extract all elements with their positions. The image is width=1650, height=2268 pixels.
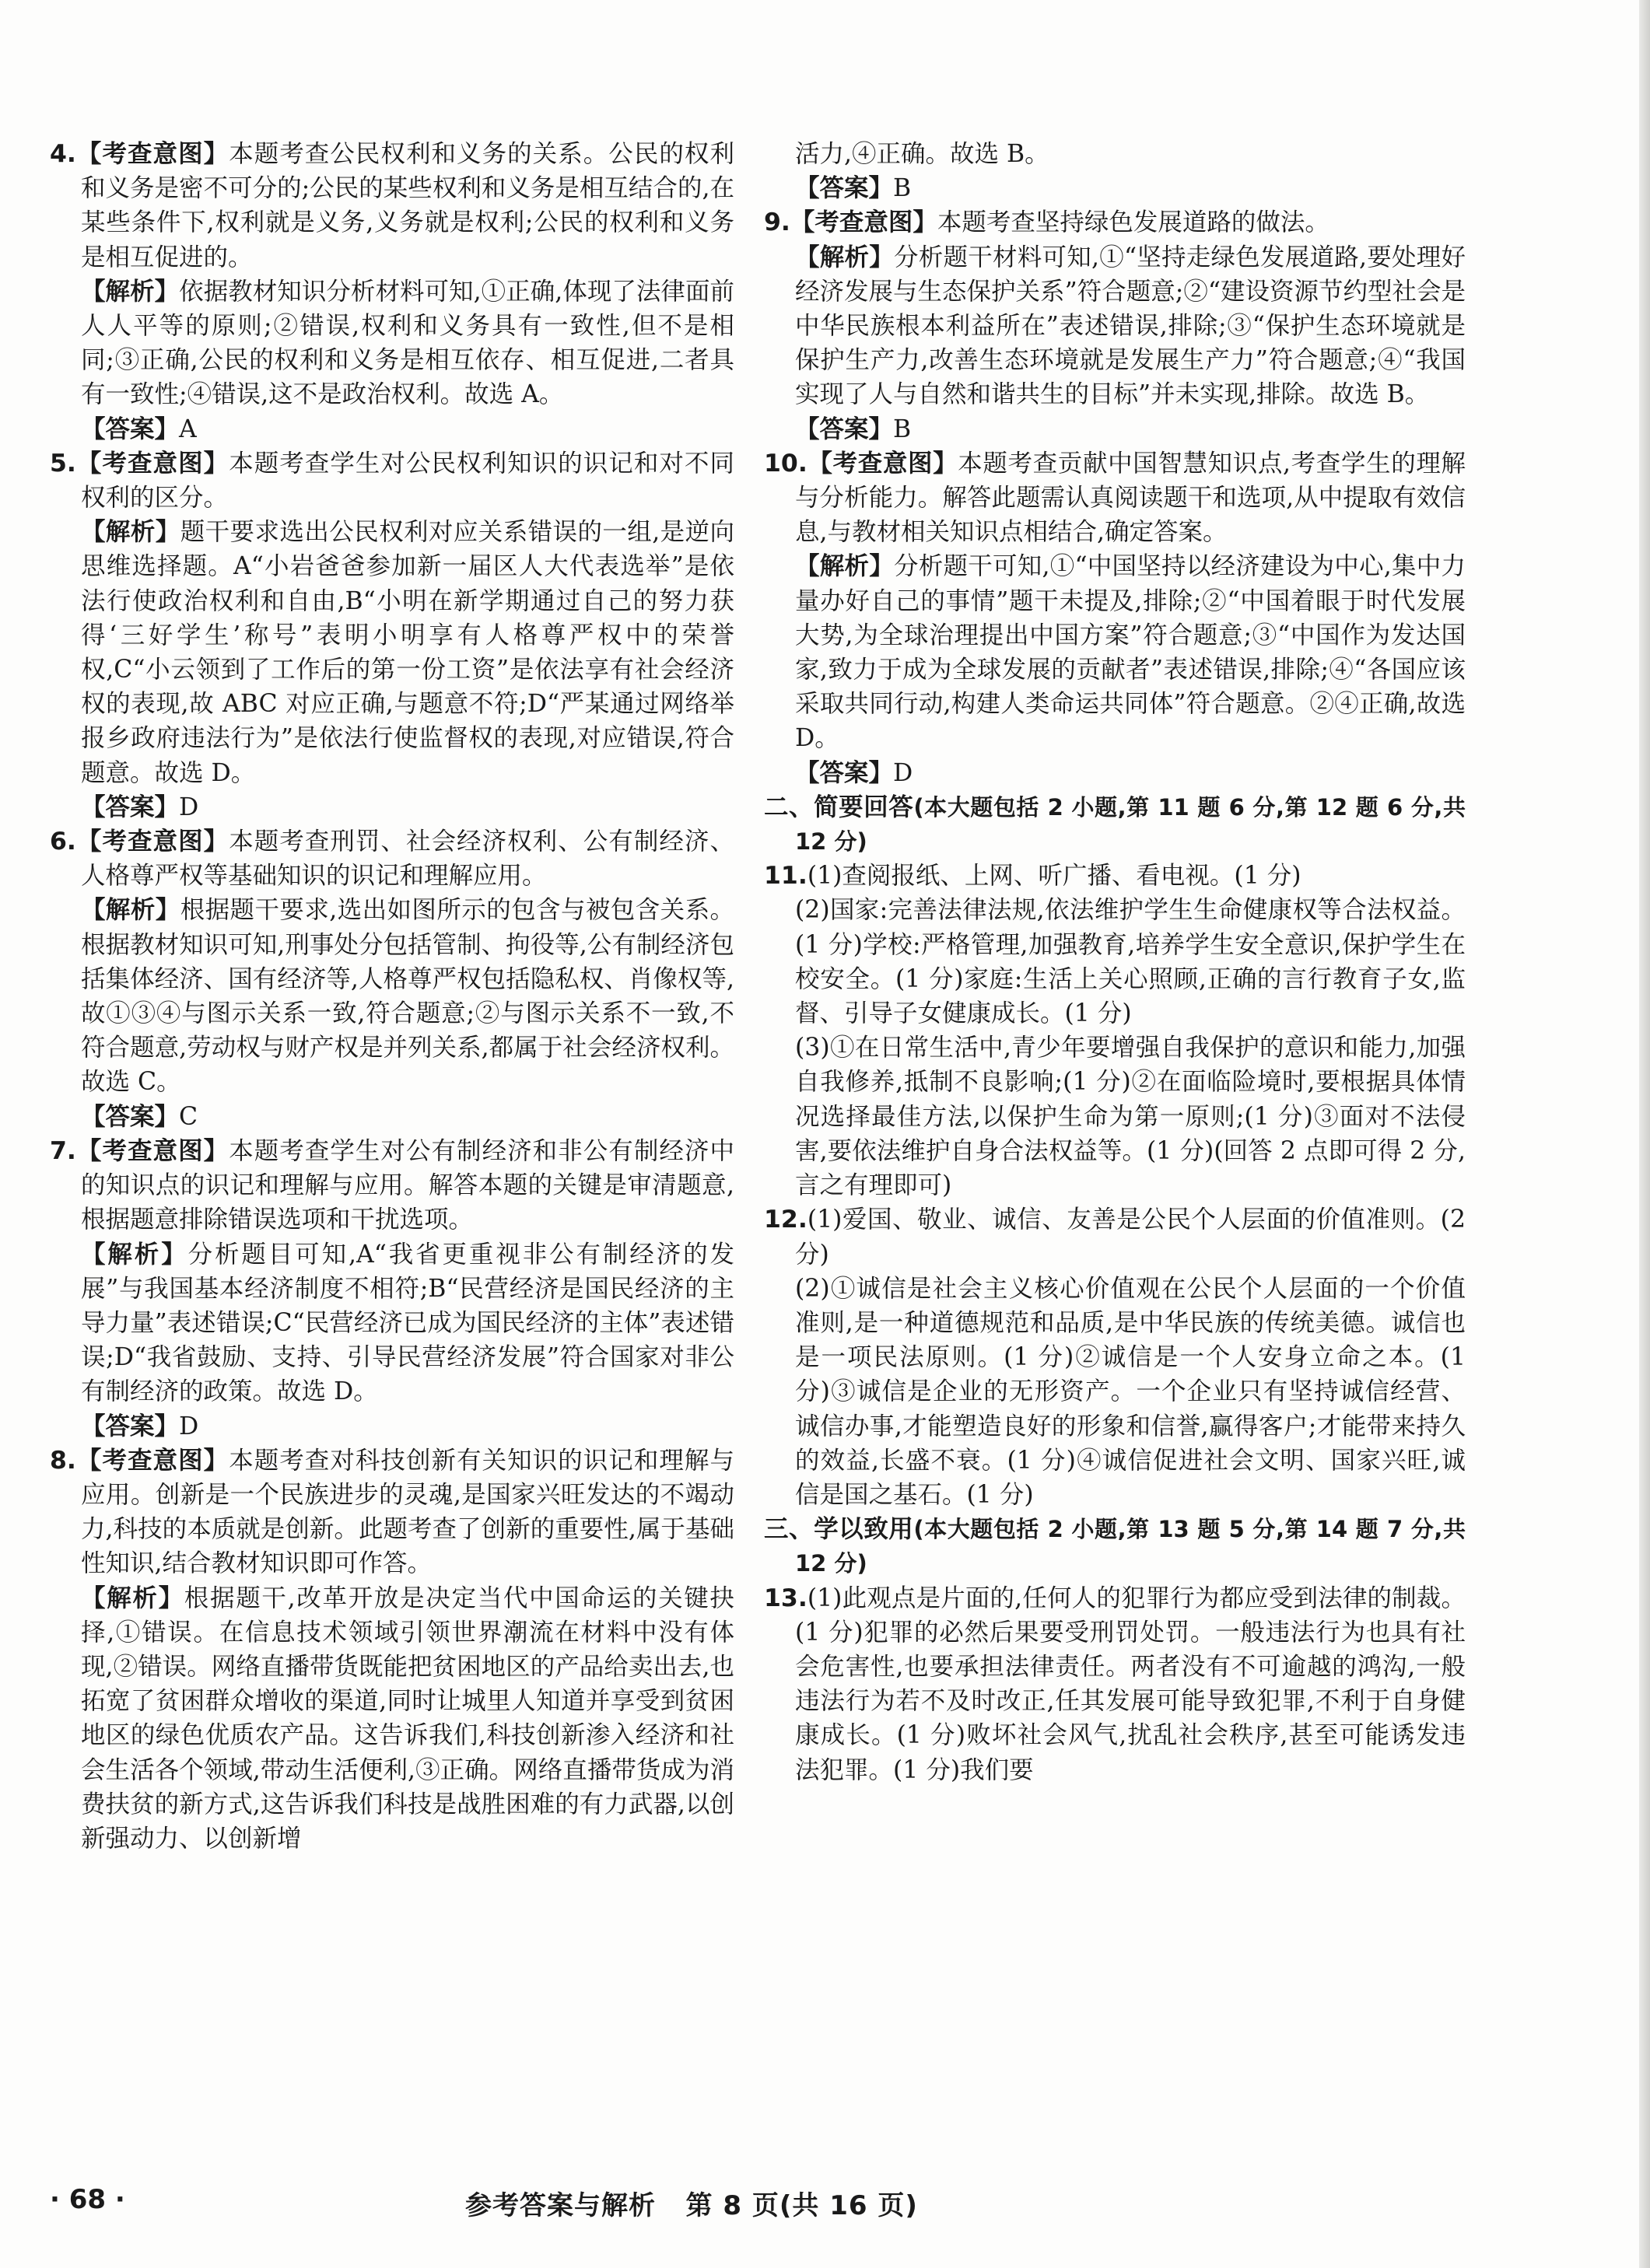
answer-paragraph [50, 1581, 734, 1857]
section-heading [764, 790, 1466, 859]
paragraph-text: 本题考查坚持绿色发展道路的做法。 [937, 208, 1329, 237]
section-tag: 【答案】 [795, 415, 894, 443]
question-number: 6. [50, 828, 76, 856]
paragraph-text: (1)爱国、敬业、诚信、友善是公民个人层面的价值准则。(2 分) [795, 1206, 1466, 1269]
section-tag: 【解析】 [795, 552, 894, 581]
answer-paragraph [50, 1237, 734, 1409]
question-number: 11. [764, 862, 807, 891]
paragraph-text: (1)查阅报纸、上网、听广播、看电视。(1 分) [807, 862, 1301, 891]
section-tag: 【答案】 [81, 415, 180, 443]
section-tag: 【答案】 [81, 1412, 180, 1440]
question-number: 8. [50, 1446, 76, 1475]
section-tag: 【考查意图】 [75, 1136, 229, 1165]
answer-paragraph [50, 790, 734, 824]
section-tag: 【考查意图】 [75, 140, 229, 168]
paragraph-text: (3)①在日常生活中,青少年要增强自我保护的意识和能力,加强自我修养,抵制不良影响;(1 分)②在面临险境时,要根据具体情况选择最佳方法,以保护生命为第一原则;(1 分)③面对不法侵害,要依法维护自身合法权益等。(1 分)(回答 2 点即可得 2 分,言之有理即可) [795, 1034, 1466, 1200]
section-tag: 【解析】 [81, 518, 180, 547]
paragraph-text: 题干要求选出公民权利对应关系错误的一组,是逆向思维选择题。A“小岩爸爸参加新一届区人大代表选举”是依法行使政治权利和自由,B“小明在新学期通过自己的努力获得‘三好学生’称号”表明小明享有人格尊严权中的荣誉权,C“小云领到了工作后的第一份工资”是依法享有社会经济权的表现,故 ABC 对应正确,与题意不符;D“严某通过网络举报乡政府违法行为”是依法行使监督权的表现,对应错误,符合题意。故选 D。 [81, 518, 734, 787]
answer-paragraph [764, 412, 1466, 446]
paragraph-text: 本题考查学生对公有制经济和非公有制经济中的知识点的识记和理解与应用。解答本题的关键是审清题意,根据题意排除错误选项和干扰选项。 [81, 1136, 734, 1234]
paragraph-text: 本题考查公民权利和义务的关系。公民的权利和义务是密不可分的;公民的某些权利和义务是相互结合的,在某些条件下,权利就是义务,义务就是权利;公民的权利和义务是相互促进的。 [81, 140, 734, 271]
question-number: 7. [50, 1136, 76, 1165]
section-tag: 【答案】 [81, 1102, 180, 1131]
question-number: 4. [50, 140, 76, 168]
section-tag: 【解析】 [795, 243, 894, 271]
paragraph-text: B [893, 174, 912, 203]
answer-paragraph [764, 171, 1466, 205]
question-answer-block [764, 1581, 1466, 1787]
right-column [764, 137, 1466, 1787]
paragraph-text: 本题考查对科技创新有关知识的识记和理解与应用。创新是一个民族进步的灵魂,是国家兴旺发达的不竭动力,科技的本质就是创新。此题考查了创新的重要性,属于基础性知识,结合教材知识即可作答。 [81, 1446, 734, 1578]
question-answer-block [764, 446, 1466, 550]
page-binding-edge [1639, 0, 1650, 2268]
question-answer-block [50, 137, 734, 275]
answer-paragraph [764, 756, 1466, 790]
answer-paragraph [50, 412, 734, 446]
section-tag: 【解析】 [81, 1240, 188, 1269]
continued-text [764, 137, 1466, 171]
section-tag: 【解析】 [81, 1584, 184, 1612]
paragraph-text: 分析题干可知,①“中国坚持以经济建设为中心,集中力量办好自己的事情”题干未提及,排除;②“中国着眼于时代发展大势,为全球治理提出中国方案”符合题意;③“中国作为发达国家,致力于成为全球发展的贡献者”表述错误,排除;④“各国应该采取共同行动,构建人类命运共同体”符合题意。②④正确,故选 D。 [795, 552, 1466, 753]
paragraph-text: 根据题干,改革开放是决定当代中国命运的关键抉择,①错误。在信息技术领域引领世界潮流在材料中没有体现,②错误。网络直播带货既能把贫困地区的产品给卖出去,也拓宽了贫困群众增收的渠道,同时让城里人知道并享受到贫困地区的绿色优质农产品。这告诉我们,科技创新渗入经济和社会生活各个领域,带动生活便利,③正确。网络直播带货成为消费扶贫的新方式,这告诉我们科技是战胜困难的有力武器,以创新强动力、以创新增 [81, 1584, 734, 1853]
section-tag: 【考查意图】 [75, 1446, 229, 1475]
question-number: 5. [50, 449, 76, 478]
section-note: (本大题包括 2 小题,第 13 题 5 分,第 14 题 7 分,共 12 分) [795, 1516, 1466, 1577]
question-number: 13. [764, 1584, 807, 1612]
paragraph-text: D [893, 758, 913, 787]
left-column [50, 137, 734, 1856]
paragraph-text: 活力,④正确。故选 B。 [795, 140, 1049, 168]
question-answer-block [764, 205, 1466, 240]
question-answer-block [764, 1202, 1466, 1271]
section-tag: 【考查意图】 [790, 208, 937, 237]
section-tag: 【答案】 [81, 793, 180, 821]
question-number: 10. [764, 449, 807, 478]
paragraph-text: 本题考查贡献中国智慧知识点,考查学生的理解与分析能力。解答此题需认真阅读题干和选项,从中提取有效信息,与教材相关知识点相结合,确定答案。 [795, 449, 1466, 547]
question-answer-block [50, 1134, 734, 1237]
paragraph-text: 分析题干材料可知,①“坚持走绿色发展道路,要处理好经济发展与生态保护关系”符合题意;②“建设资源节约型社会是中华民族根本利益所在”表述错误,排除;③“保护生态环境就是保护生产力,改善生态环境就是发展生产力”符合题意;④“我国实现了人与自然和谐共生的目标”并未实现,排除。故选 B。 [795, 243, 1466, 409]
section-tag: 【考查意图】 [807, 449, 958, 478]
question-answer-block [50, 1444, 734, 1581]
answer-paragraph [50, 1100, 734, 1134]
paragraph-text: 依据教材知识分析材料可知,①正确,体现了法律面前人人平等的原则;②错误,权利和义务具有一致性,但不是相同;③正确,公民的权利和义务是相互依存、相互促进,二者具有一致性;④错误,这不是政治权利。故选 A。 [81, 277, 734, 409]
section-title: 二、简要回答 [764, 793, 914, 821]
section-tag: 【考查意图】 [75, 449, 229, 478]
answer-paragraph [50, 893, 734, 1099]
footer-title: 参考答案与解析 第 8 页(共 16 页) [465, 2190, 918, 2221]
section-note: (本大题包括 2 小题,第 11 题 6 分,第 12 题 6 分,共 12 分) [795, 793, 1466, 856]
paragraph-text: 本题考查学生对公民权利知识的识记和对不同权利的区分。 [81, 449, 734, 513]
answer-paragraph [50, 275, 734, 412]
paragraph-text: 根据题干要求,选出如图所示的包含与被包含关系。根据教材知识可知,刑事处分包括管制、拘役等,公有制经济包括集体经济、国有经济等,人格尊严权包括隐私权、肖像权等,故①③④与图示关系一致,符合题意;②与图示关系不一致,不符合题意,劳动权与财产权是并列关系,都属于社会经济权利。故选 C。 [81, 896, 734, 1097]
answer-paragraph [764, 1272, 1466, 1512]
question-number: 12. [764, 1206, 807, 1234]
paragraph-text: 分析题目可知,A“我省更重视非公有制经济的发展”与我国基本经济制度不相符;B“民营经济是国民经济的主导力量”表述错误;C“民营经济已成为国民经济的主体”表述错误;D“我省鼓励、支持、引导民营经济发展”符合国家对非公有制经济的政策。故选 D。 [81, 1240, 734, 1406]
section-title: 三、学以致用 [764, 1515, 914, 1544]
footer-page-number: · 68 · [50, 2184, 125, 2215]
paragraph-text: D [179, 793, 199, 821]
paragraph-text: 本题考查刑罚、社会经济权利、公有制经济、人格尊严权等基础知识的识记和理解应用。 [81, 828, 734, 891]
paragraph-text: (2)①诚信是社会主义核心价值观在公民个人层面的一个价值准则,是一种道德规范和品质,是中华民族的传统美德。诚信也是一项民法原则。(1 分)②诚信是一个人安身立命之本。(1 分)③诚信是企业的无形资产。一个企业只有坚持诚信经营、诚信办事,才能塑造良好的形象和信誉,赢得客户;才能带来持久的效益,长盛不衰。(1 分)④诚信促进社会文明、国家兴旺,诚信是国之基石。(1 分) [795, 1274, 1466, 1509]
question-number: 9. [764, 208, 790, 237]
answer-paragraph [50, 515, 734, 790]
answer-paragraph [50, 1409, 734, 1444]
section-tag: 【解析】 [81, 896, 180, 925]
paragraph-text: (2)国家:完善法律法规,依法维护学生生命健康权等合法权益。(1 分)学校:严格管理,加强教育,培养学生安全意识,保护学生在校安全。(1 分)家庭:生活上关心照顾,正确的言行教育子女,监督、引导子女健康成长。(1 分) [795, 896, 1466, 1028]
paragraph-text: B [893, 415, 912, 443]
answer-paragraph [764, 893, 1466, 1031]
answer-paragraph [764, 1031, 1466, 1202]
section-tag: 【考查意图】 [75, 828, 229, 856]
section-tag: 【答案】 [795, 174, 894, 203]
question-answer-block [50, 824, 734, 893]
question-answer-block [764, 859, 1466, 893]
question-answer-block [50, 446, 734, 515]
paragraph-text: (1)此观点是片面的,任何人的犯罪行为都应受到法律的制裁。(1 分)犯罪的必然后果要受刑罚处罚。一般违法行为也具有社会危害性,也要承担法律责任。两者没有不可逾越的鸿沟,一般违法行为若不及时改正,任其发展可能导致犯罪,不利于自身健康成长。(1 分)败坏社会风气,扰乱社会秩序,甚至可能诱发违法犯罪。(1 分)我们要 [795, 1584, 1466, 1784]
section-heading [764, 1512, 1466, 1580]
answer-paragraph [764, 240, 1466, 412]
page-footer [0, 2184, 1650, 2223]
answer-paragraph [764, 549, 1466, 755]
section-tag: 【解析】 [81, 277, 180, 306]
paragraph-text: C [179, 1102, 198, 1131]
paragraph-text: A [179, 415, 197, 443]
section-tag: 【答案】 [795, 758, 894, 787]
paragraph-text: D [179, 1412, 199, 1440]
